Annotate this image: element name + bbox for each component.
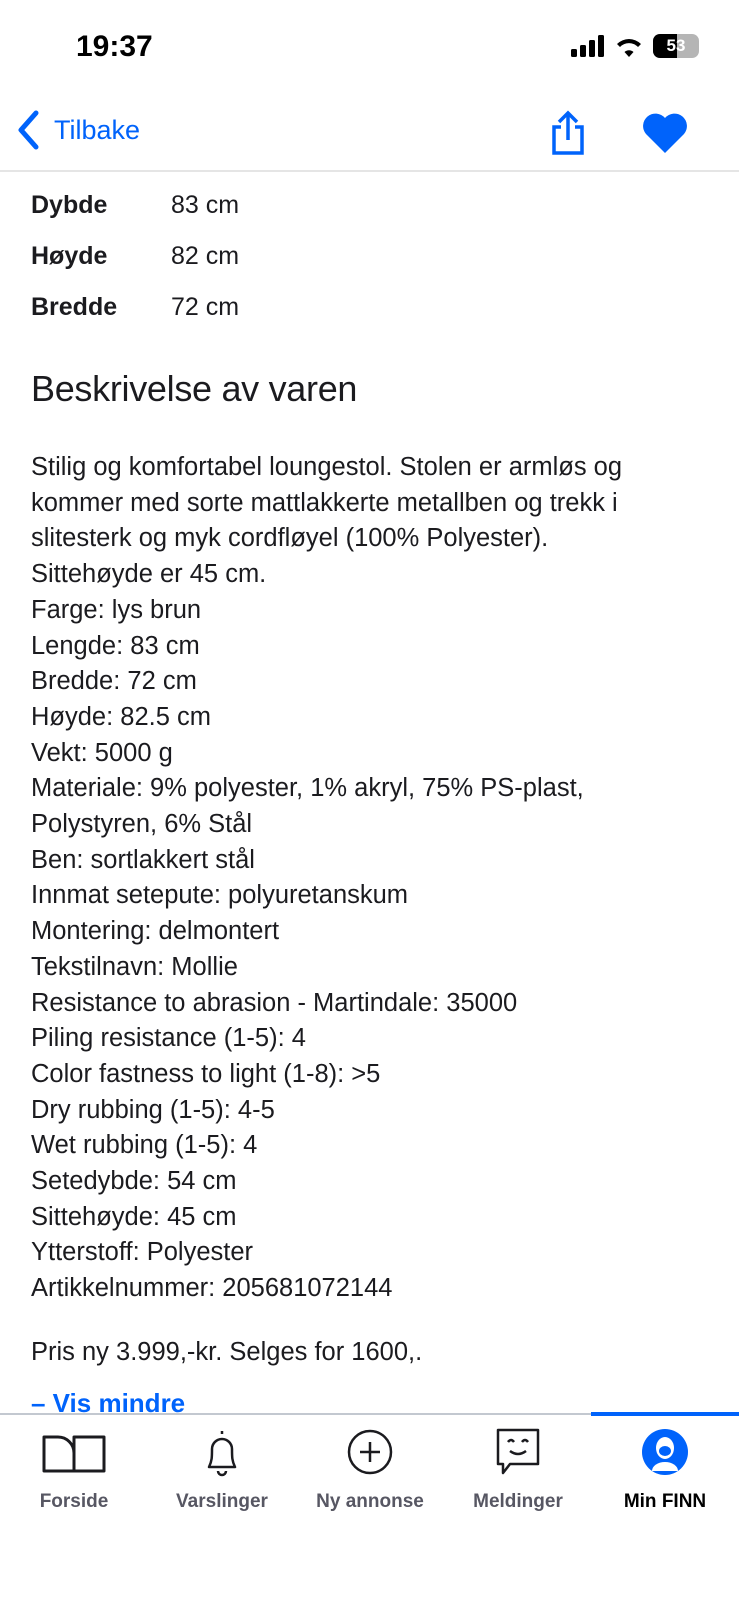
plus-circle-icon — [345, 1427, 395, 1477]
spec-list — [31, 180, 239, 333]
wifi-icon — [614, 35, 644, 57]
spec-key: Bredde — [31, 293, 118, 321]
active-tab-indicator — [591, 1412, 739, 1416]
show-less-link[interactable]: – Vis mindre — [31, 1388, 186, 1413]
tab-label: Forside — [39, 1491, 109, 1512]
tab-meldinger[interactable] — [444, 1427, 592, 1513]
tab-label: Meldinger — [473, 1491, 563, 1512]
message-smile-icon — [493, 1427, 543, 1477]
spec-row — [31, 231, 239, 282]
book-icon — [41, 1427, 107, 1477]
tab-label: Varslinger — [176, 1491, 268, 1512]
battery-icon: 53 — [653, 34, 699, 58]
share-icon[interactable] — [548, 110, 588, 156]
description-text: Stilig og komfortabel loungestol. Stolen er armløs og kommer med sorte mattlakkerte metallben og trekk i slitesterk og myk cordfløyel (100% Polyester). Sittehøyde er 45 cm. Farge: lys brun Lengde: 83 cm Bredde: 72 cm Høyde: 82.5 cm Vekt: 5000 g Materiale: 9% polyester, 1% akryl, 75% PS-plast, Polystyren, 6% Stål Ben: sortlakkert stål Innmat setepute: polyuretanskum Montering: delmontert Tekstilnavn: Mollie Resistance to abrasion - Martindale: 35000 Piling resistance (1-5): 4 Color fastness to light (1-8): >5 Dry rubbing (1-5): 4-5 Wet rubbing (1-5): 4 Setedybde: 54 cm Sittehøyde: 45 cm Ytterstoff: Polyester Artikkelnummer: 205681072144 — [31, 453, 623, 1303]
back-label: Tilbake — [54, 114, 141, 145]
spec-value: 72 cm — [171, 293, 240, 321]
status-bar — [0, 0, 739, 100]
section-title: Beskrivelse av varen — [31, 368, 358, 409]
status-time: 19:37 — [76, 30, 153, 63]
price-text: Pris ny 3.999,-kr. Selges for 1600,. — [31, 1338, 423, 1366]
spec-key: Dybde — [31, 191, 108, 219]
tab-forside[interactable] — [0, 1427, 148, 1513]
bell-icon — [202, 1427, 242, 1477]
tab-label: Min FINN — [623, 1491, 707, 1512]
tab-label: Ny annonse — [316, 1491, 424, 1512]
tab-ny-annonse[interactable] — [296, 1427, 444, 1513]
spec-row — [31, 282, 239, 333]
profile-icon — [640, 1427, 690, 1477]
spec-row — [31, 180, 239, 231]
spec-key: Høyde — [31, 242, 108, 270]
signal-icon — [571, 35, 605, 57]
spec-value: 82 cm — [171, 242, 240, 270]
top-nav — [0, 100, 739, 172]
tab-min-finn[interactable] — [591, 1427, 739, 1513]
bottom-tab-bar — [0, 1413, 739, 1600]
chevron-left-icon — [16, 110, 40, 150]
favorite-heart-icon[interactable] — [642, 112, 688, 154]
back-button[interactable] — [16, 110, 140, 150]
tab-varslinger[interactable] — [148, 1427, 296, 1513]
spec-value: 83 cm — [171, 191, 240, 219]
